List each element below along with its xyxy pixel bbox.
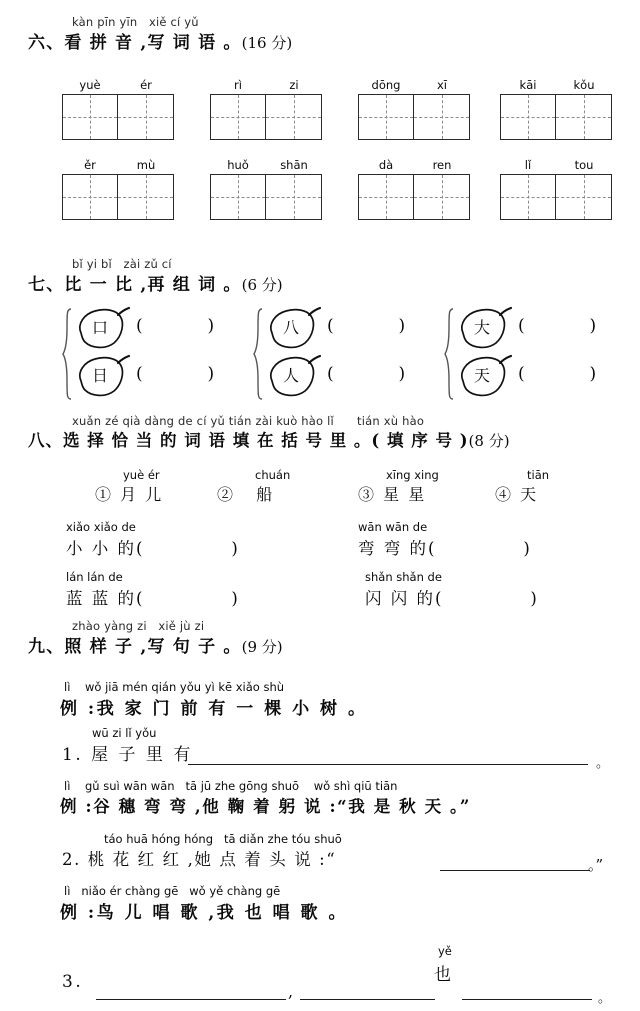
grid-pinyin — [358, 158, 470, 172]
tianzige-cell[interactable] — [266, 174, 322, 220]
section-seven-title-text: 比 一 比 ,再 组 词 。 — [64, 275, 242, 295]
pinyin-syllable: rì — [234, 78, 242, 92]
section-eight-pinyin: xuǎn zé qià dàng de cí yǔ tián zài kuò hào lǐ tián xù hào — [72, 414, 425, 428]
grid-item-ri-zi — [210, 78, 322, 140]
leaf-row-bottom — [456, 354, 634, 400]
brace-icon — [253, 308, 265, 400]
answer-parenthesis[interactable]: ( ) — [136, 364, 215, 384]
pinyin-syllable: ren — [432, 158, 452, 172]
pinyin-syllable: yuè — [79, 78, 101, 92]
question-3-mid-pinyin: yě — [438, 944, 452, 958]
grid-pinyin — [358, 78, 470, 92]
section-nine-points: (9 分) — [241, 638, 283, 656]
grid-pinyin — [500, 78, 612, 92]
pinyin-syllable: lǐ — [524, 158, 532, 172]
grid-row-1 — [0, 78, 640, 154]
grid-item-da-ren — [358, 158, 470, 220]
question-1-pinyin: wū zi lǐ yǒu — [92, 726, 157, 740]
answer-parenthesis[interactable]: ( ) — [327, 364, 406, 384]
grid-item-huo-shan — [210, 158, 322, 220]
tianzige-cell[interactable] — [414, 174, 470, 220]
leaf-row-bottom — [265, 354, 443, 400]
question-2-end-mark: 。” — [588, 856, 604, 874]
tianzige-cell[interactable] — [210, 94, 266, 140]
pinyin-syllable: kāi — [519, 78, 537, 92]
pinyin-syllable: dōng — [371, 78, 401, 92]
tianzige-box[interactable] — [358, 94, 470, 140]
tianzige-box[interactable] — [358, 174, 470, 220]
tianzige-box[interactable] — [500, 94, 612, 140]
leaf-row-bottom — [74, 354, 252, 400]
answer-blank-3a[interactable] — [96, 999, 286, 1000]
phrase-text: 闪 闪 的( ) — [365, 589, 539, 608]
question-3-number: 3. — [62, 972, 84, 992]
leaf-char: 人 — [282, 366, 299, 385]
option-4-word: 天 — [520, 485, 539, 504]
brace-icon — [62, 308, 74, 400]
section-six-pinyin: kàn pīn yīn xiě cí yǔ — [72, 15, 199, 29]
question-2-text: 2. 桃 花 红 红 ,她 点 着 头 说 :“ — [62, 850, 337, 869]
example-1-text: 例 :我 家 门 前 有 一 棵 小 树 。 — [60, 699, 368, 719]
option-1-marker: ① — [95, 485, 114, 504]
tianzige-cell[interactable] — [556, 94, 612, 140]
grid-pinyin — [500, 158, 612, 172]
example-3-text: 例 :鸟 儿 唱 歌 ,我 也 唱 歌 。 — [60, 903, 348, 923]
pinyin-syllable: xī — [436, 78, 447, 92]
leaf-row-top — [74, 306, 252, 352]
pinyin-syllable: huǒ — [227, 158, 249, 172]
option-3-marker: ③ — [358, 485, 377, 504]
leaf-char: 日 — [91, 366, 108, 385]
section-nine-number: 九、 — [28, 637, 65, 657]
tianzige-cell[interactable] — [266, 94, 322, 140]
tianzige-box[interactable] — [62, 174, 174, 220]
tianzige-cell[interactable] — [62, 94, 118, 140]
option-1-text — [95, 482, 163, 505]
example-3-pinyin: lì niǎo ér chàng gē wǒ yě chàng gē — [64, 884, 281, 898]
phrase-text: 小 小 的( ) — [66, 539, 240, 558]
answer-parenthesis[interactable]: ( ) — [136, 316, 215, 336]
tianzige-box[interactable] — [500, 174, 612, 220]
leaf-group-da-tian — [444, 306, 634, 402]
option-3-text — [358, 482, 426, 505]
option-2-word: 船 — [256, 485, 275, 504]
section-eight-title-text: 选 择 恰 当 的 词 语 填 在 括 号 里 。( 填 序 号 ) — [63, 431, 469, 450]
section-six-title — [28, 28, 292, 53]
tianzige-cell[interactable] — [118, 174, 174, 220]
section-seven-points: (6 分) — [241, 276, 283, 294]
grid-item-yue-er — [62, 78, 174, 140]
answer-parenthesis[interactable]: ( ) — [518, 316, 597, 336]
answer-blank-2[interactable] — [440, 870, 590, 871]
example-1-pinyin: lì wǒ jiā mén qián yǒu yì kē xiǎo shù — [64, 680, 285, 694]
question-1-end-mark: 。 — [596, 756, 610, 771]
tianzige-cell[interactable] — [358, 174, 414, 220]
pinyin-syllable: kǒu — [573, 78, 595, 92]
answer-parenthesis[interactable]: ( ) — [327, 316, 406, 336]
leaf-row-top — [456, 306, 634, 352]
pinyin-syllable: dà — [378, 158, 394, 172]
pinyin-syllable: mù — [136, 158, 156, 172]
tianzige-cell[interactable] — [500, 174, 556, 220]
section-six-number: 六、 — [28, 33, 65, 53]
grid-pinyin — [210, 158, 322, 172]
tianzige-cell[interactable] — [500, 94, 556, 140]
pinyin-syllable: ěr — [84, 158, 96, 172]
pinyin-syllable: shān — [280, 158, 308, 172]
section-eight-points: (8 分) — [468, 432, 510, 450]
grid-item-er-mu — [62, 158, 174, 220]
phrase-pinyin: xiǎo xiǎo de — [66, 520, 136, 534]
section-nine-title — [28, 632, 283, 657]
answer-blank-3b[interactable] — [300, 999, 435, 1000]
option-1-word: 月 儿 — [120, 485, 164, 504]
leaf-group-ba-ren — [253, 306, 443, 402]
pinyin-syllable: ér — [140, 78, 152, 92]
question-3-mid-char: 也 — [434, 965, 454, 985]
option-2-marker: ② — [217, 485, 236, 504]
answer-blank-1[interactable] — [188, 764, 588, 765]
tianzige-cell[interactable] — [118, 94, 174, 140]
option-4-pinyin: tiān — [527, 468, 550, 482]
tianzige-cell[interactable] — [358, 94, 414, 140]
phrase-pinyin: shǎn shǎn de — [365, 570, 442, 584]
leaf-char: 天 — [473, 366, 490, 385]
question-3-comma: , — [288, 982, 294, 1001]
section-eight-title — [28, 427, 510, 451]
option-4-text — [495, 482, 538, 505]
example-2-pinyin: lì gǔ suì wān wān tā jū zhe gōng shuō wǒ shì qiū tiān — [64, 779, 398, 793]
example-2-text: 例 :谷 穗 弯 弯 ,他 鞠 着 躬 说 :“我 是 秋 天 。” — [60, 797, 471, 816]
brace-icon — [444, 308, 456, 400]
phrase-pinyin: wān wān de — [358, 520, 428, 534]
tianzige-box[interactable] — [62, 94, 174, 140]
question-1-text: 1. 屋 子 里 有 — [62, 745, 193, 765]
tianzige-cell[interactable] — [556, 174, 612, 220]
pinyin-syllable: zi — [289, 78, 299, 92]
option-2-pinyin: chuán — [255, 468, 291, 482]
question-2-pinyin: táo huā hóng hóng tā diǎn zhe tóu shuō — [104, 832, 342, 846]
phrase-text: 蓝 蓝 的( ) — [66, 589, 240, 608]
section-eight-number: 八、 — [28, 431, 63, 450]
section-six-title-text: 看 拼 音 ,写 词 语 。 — [64, 33, 242, 53]
leaf-row-top — [265, 306, 443, 352]
section-nine-title-text: 照 样 子 ,写 句 子 。 — [64, 637, 242, 657]
leaf-group-kou-ri — [62, 306, 252, 402]
tianzige-cell[interactable] — [414, 94, 470, 140]
tianzige-cell[interactable] — [62, 174, 118, 220]
option-1-pinyin: yuè ér — [123, 468, 160, 482]
section-seven-title — [28, 270, 283, 295]
answer-blank-3c[interactable] — [462, 999, 592, 1000]
grid-item-li-tou — [500, 158, 612, 220]
leaf-char: 大 — [473, 318, 490, 337]
grid-pinyin — [210, 78, 322, 92]
phrase-text: 弯 弯 的( ) — [358, 539, 532, 558]
answer-parenthesis[interactable]: ( ) — [518, 364, 597, 384]
grid-pinyin — [62, 78, 174, 92]
pinyin-syllable: tou — [574, 158, 594, 172]
tianzige-box[interactable] — [210, 174, 322, 220]
option-4-marker: ④ — [495, 485, 514, 504]
grid-item-kai-kou — [500, 78, 612, 140]
section-seven-pinyin: bǐ yi bǐ zài zǔ cí — [72, 257, 172, 271]
section-seven-number: 七、 — [28, 275, 65, 295]
option-3-word: 星 星 — [383, 485, 427, 504]
question-3-end-mark: 。 — [598, 991, 612, 1006]
option-3-pinyin: xīng xing — [386, 468, 439, 482]
option-2-text — [217, 482, 274, 505]
grid-row-2 — [0, 158, 640, 234]
section-six-points: (16 分) — [241, 34, 293, 52]
section-nine-pinyin: zhào yàng zi xiě jù zi — [72, 619, 205, 633]
grid-item-dong-xi — [358, 78, 470, 140]
leaf-char: 口 — [91, 318, 108, 337]
phrase-pinyin: lán lán de — [66, 570, 123, 584]
tianzige-box[interactable] — [210, 94, 322, 140]
tianzige-cell[interactable] — [210, 174, 266, 220]
leaf-char: 八 — [282, 318, 299, 337]
grid-pinyin — [62, 158, 174, 172]
